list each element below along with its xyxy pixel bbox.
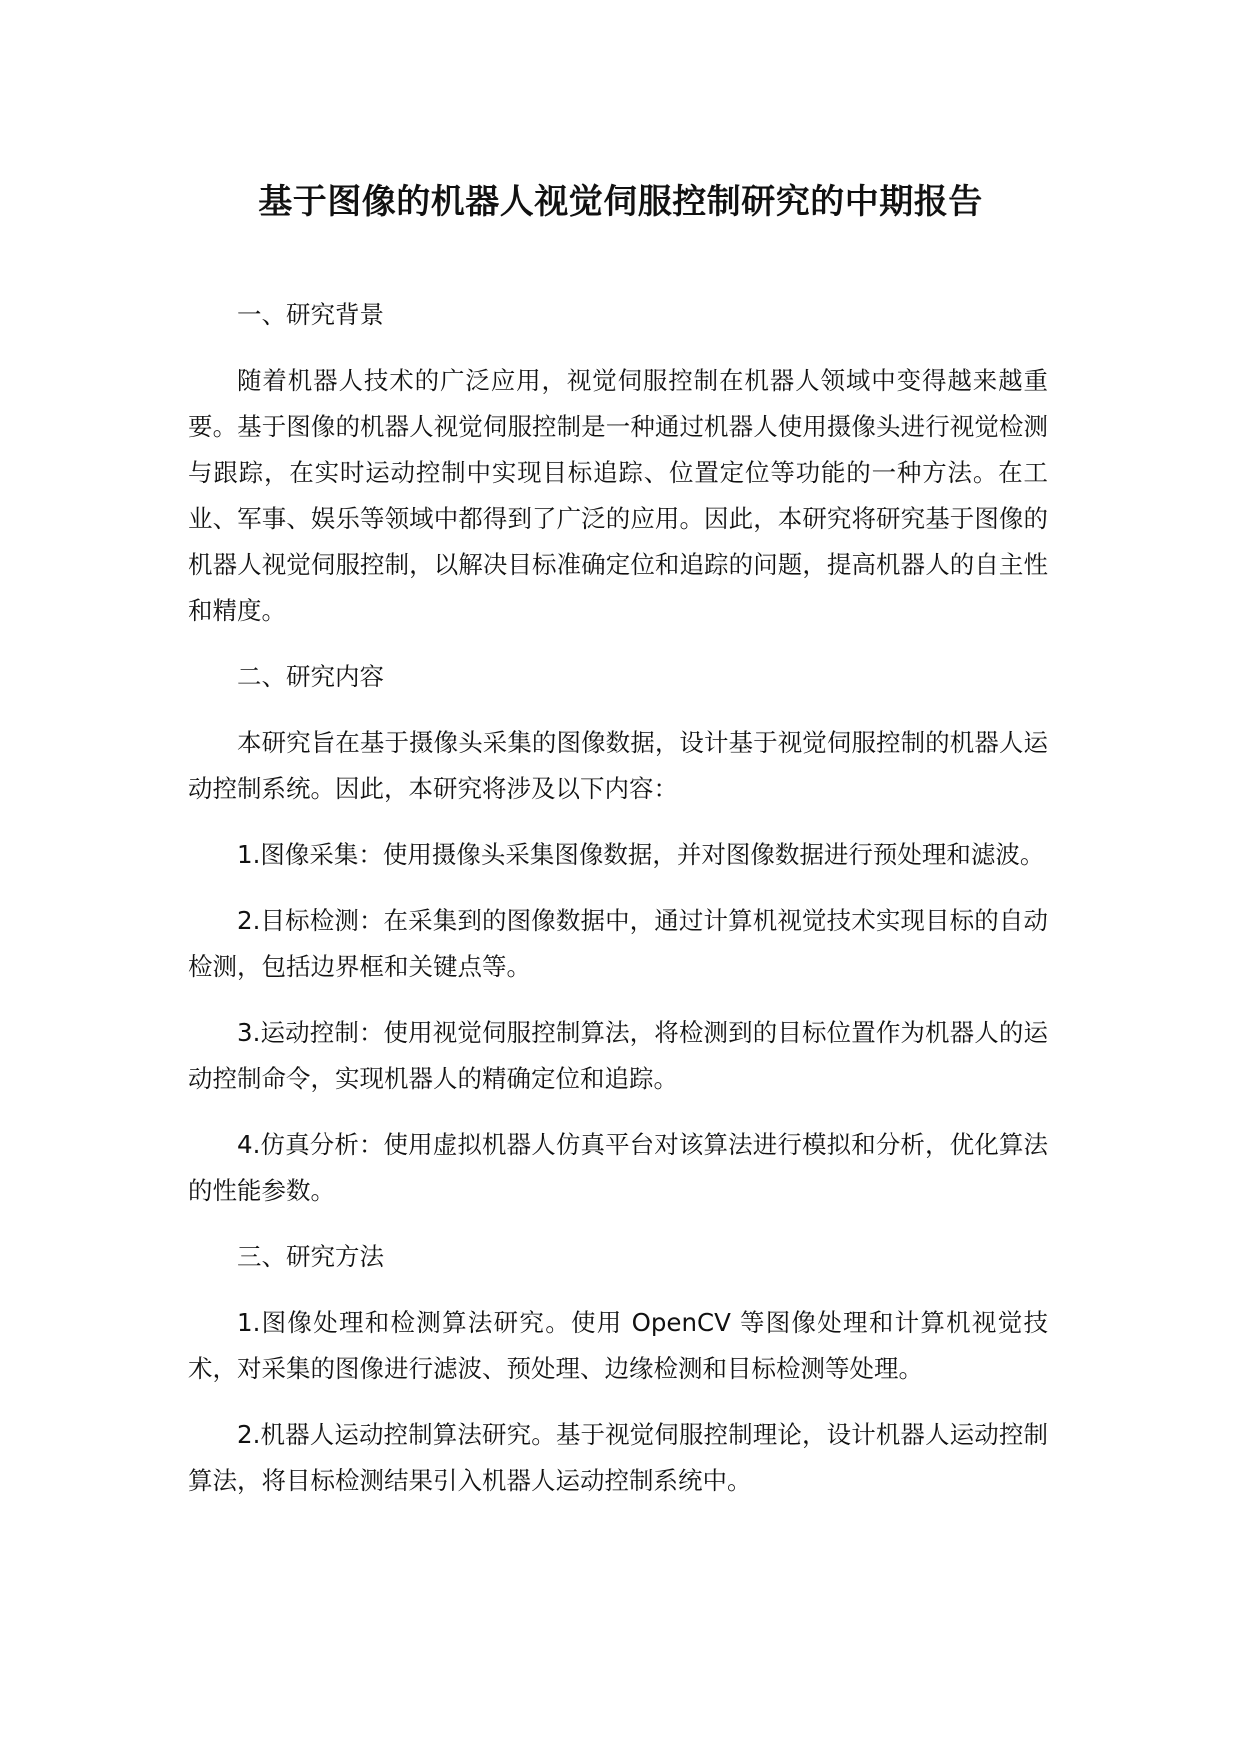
paragraph: 本研究旨在基于摄像头采集的图像数据，设计基于视觉伺服控制的机器人运动控制系统。因此，本研究将涉及以下内容：	[188, 728, 1048, 803]
list-item: 1.图像采集：使用摄像头采集图像数据，并对图像数据进行预处理和滤波。	[237, 840, 1045, 869]
list-item: 4.仿真分析：使用虚拟机器人仿真平台对该算法进行模拟和分析，优化算法的性能参数。	[188, 1130, 1048, 1205]
list-item: 1.图像处理和检测算法研究。使用 OpenCV 等图像处理和计算机视觉技术，对采集的图像进行滤波、预处理、边缘检测和目标检测等处理。	[188, 1308, 1048, 1383]
paragraph: 随着机器人技术的广泛应用，视觉伺服控制在机器人领域中变得越来越重要。基于图像的机器人视觉伺服控制是一种通过机器人使用摄像头进行视觉检测与跟踪，在实时运动控制中实现目标追踪、位置定位等功能的一种方法。在工业、军事、娱乐等领域中都得到了广泛的应用。因此，本研究将研究基于图像的机器人视觉伺服控制，以解决目标准确定位和追踪的问题，提高机器人的自主性和精度。	[188, 366, 1048, 625]
section-methods	[188, 1234, 1048, 1504]
section-heading: 三、研究方法	[237, 1242, 384, 1271]
list-item: 2.目标检测：在采集到的图像数据中，通过计算机视觉技术实现目标的自动检测，包括边界框和关键点等。	[188, 906, 1048, 981]
list-item: 3.运动控制：使用视觉伺服控制算法，将检测到的目标位置作为机器人的运动控制命令，实现机器人的精确定位和追踪。	[188, 1018, 1048, 1093]
section-heading: 二、研究内容	[237, 662, 384, 691]
section-content	[188, 654, 1048, 1214]
list-item: 2.机器人运动控制算法研究。基于视觉伺服控制理论，设计机器人运动控制算法，将目标检测结果引入机器人运动控制系统中。	[188, 1420, 1048, 1495]
section-background	[188, 292, 1048, 634]
document-title: 基于图像的机器人视觉伺服控制研究的中期报告	[258, 182, 983, 222]
document-body	[188, 292, 1048, 1524]
section-heading: 一、研究背景	[237, 300, 384, 329]
